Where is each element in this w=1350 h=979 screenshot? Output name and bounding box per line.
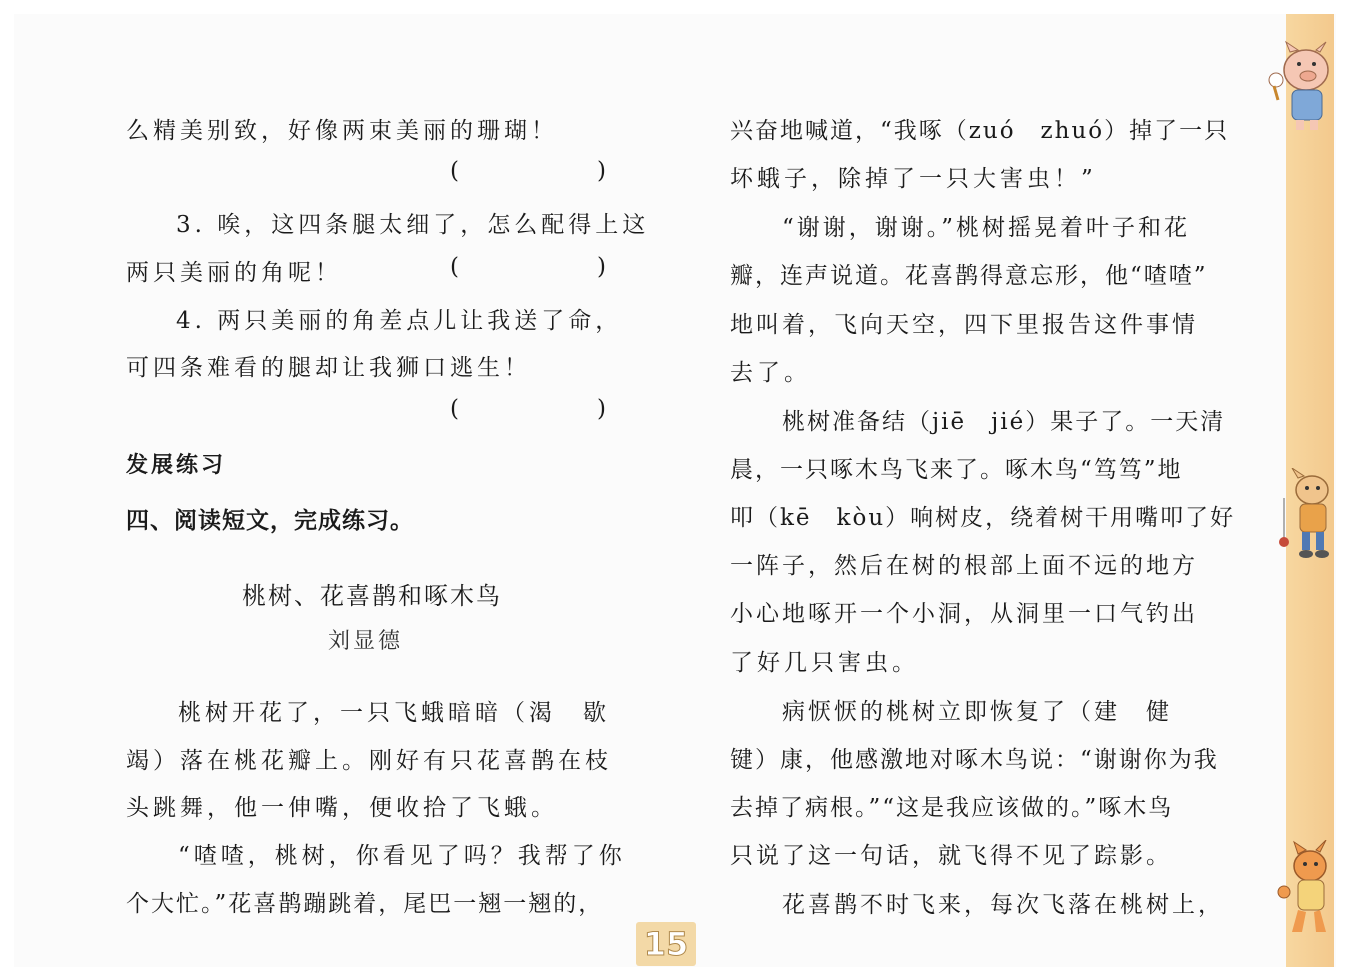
right-line-7: 桃树准备结（jiē jié）果子了。一天清 — [782, 409, 1226, 435]
story-title: 桃树、花喜鹊和啄木鸟 — [242, 582, 502, 610]
right-line-12: 了好几只害虫。 — [730, 650, 919, 676]
left-p1-a: 桃树开花了，一只飞蛾暗暗（渴 歇 — [178, 700, 610, 726]
right-line-9: 叩（kē kòu）响树皮，绕着树干用嘴叩了好 — [730, 505, 1236, 531]
left-line-5: 可四条难看的腿却让我狮口逃生！ — [126, 355, 531, 381]
left-line-2: 3. 唉，这四条腿太细了，怎么配得上这 — [176, 212, 650, 238]
left-line-3: 两只美丽的角呢！ — [126, 260, 342, 286]
right-line-13: 病恹恹的桃树立即恢复了（建 健 — [782, 699, 1172, 725]
answer-paren-1[interactable]: ( ) — [450, 158, 606, 184]
right-line-3: “谢谢，谢谢。”桃树摇晃着叶子和花 — [782, 215, 1191, 241]
right-line-4: 瓣，连声说道。花喜鹊得意忘形，他“喳喳” — [730, 263, 1208, 289]
right-line-6: 去了。 — [730, 360, 811, 386]
page — [14, 14, 1336, 967]
question-heading: 四、阅读短文，完成练习。 — [126, 508, 414, 534]
left-p1-c: 头跳舞，他一伸嘴，便收拾了飞蛾。 — [126, 795, 558, 821]
right-line-16: 只说了这一句话，就飞得不见了踪影。 — [730, 843, 1172, 869]
right-line-5: 地叫着，飞向天空，四下里报告这件事情 — [730, 312, 1198, 338]
fox-mascot-icon — [1268, 840, 1338, 940]
right-line-8: 晨，一只啄木鸟飞来了。啄木鸟“笃笃”地 — [730, 457, 1183, 483]
right-line-14: 键）康，他感激地对啄木鸟说：“谢谢你为我 — [730, 747, 1219, 773]
right-line-10: 一阵子，然后在树的根部上面不远的地方 — [730, 553, 1198, 579]
pig-mascot-icon — [1266, 40, 1338, 132]
page-number: 15 — [636, 922, 696, 966]
right-line-1: 兴奋地喊道，“我啄（zuó zhuó）掉了一只 — [730, 118, 1230, 144]
right-line-17: 花喜鹊不时飞来，每次飞落在桃树上， — [782, 892, 1224, 918]
right-line-11: 小心地啄开一个小洞，从洞里一口气钓出 — [730, 601, 1198, 627]
left-p2-b: 个大忙。”花喜鹊蹦跳着，尾巴一翘一翘的， — [126, 891, 604, 917]
story-author: 刘显德 — [328, 629, 404, 654]
answer-paren-3[interactable]: ( ) — [450, 396, 606, 422]
left-line-4: 4. 两只美丽的角差点儿让我送了命， — [176, 308, 623, 334]
answer-paren-2[interactable]: ( ) — [450, 254, 606, 280]
section-heading: 发展练习 — [126, 453, 227, 478]
left-line-1: 么精美别致，好像两束美丽的珊瑚！ — [126, 118, 558, 144]
dog-yoyo-mascot-icon — [1270, 468, 1338, 564]
left-p2-a: “喳喳，桃树，你看见了吗？我帮了你 — [178, 843, 626, 869]
left-p1-b: 竭）落在桃花瓣上。刚好有只花喜鹊在枝 — [126, 748, 612, 774]
right-line-2: 坏蛾子，除掉了一只大害虫！” — [730, 166, 1097, 192]
right-line-15: 去掉了病根。”“这是我应该做的。”啄木鸟 — [730, 795, 1174, 821]
